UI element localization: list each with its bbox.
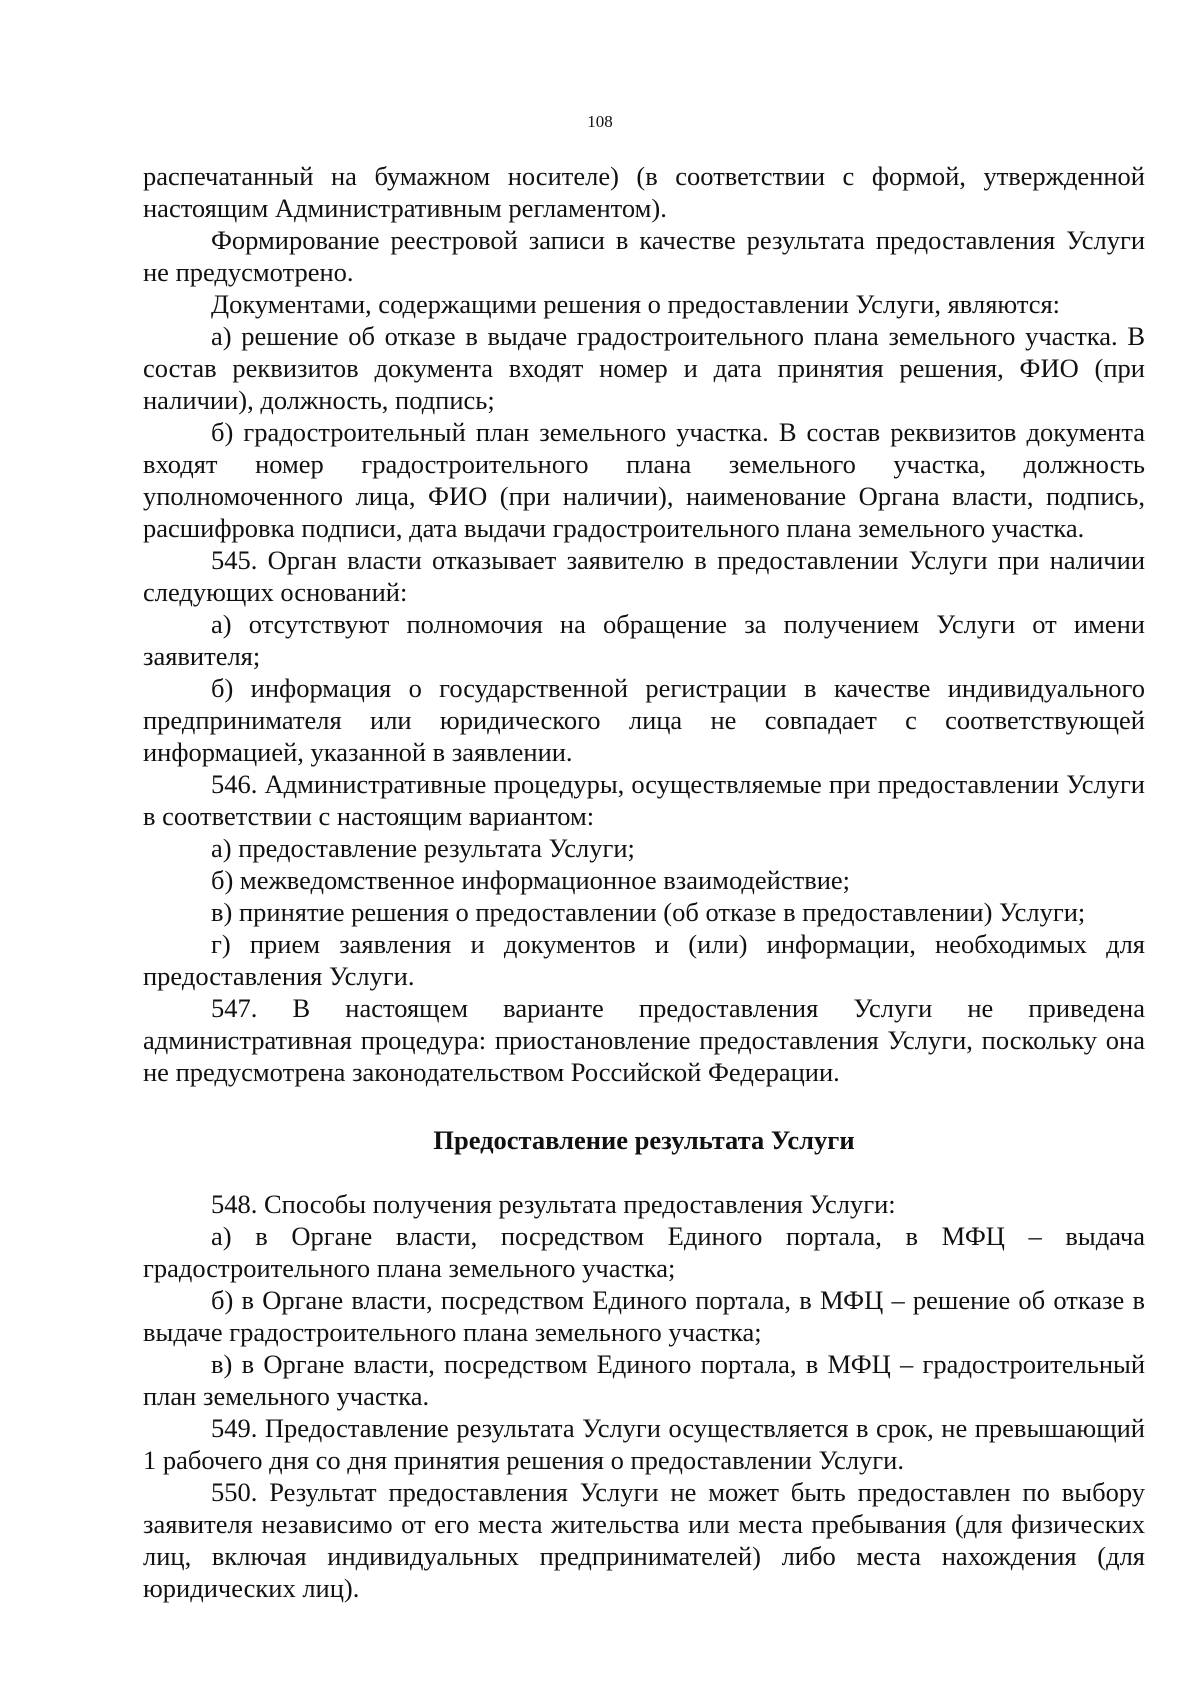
page-number: 108 xyxy=(587,112,613,131)
section-heading: Предоставление результата Услуги xyxy=(433,1125,855,1155)
list-item-546-b: б) межведомственное информационное взаимодействие; xyxy=(211,865,851,895)
paragraph-549: 549. Предоставление результата Услуги осуществляется в срок, не превышающий 1 рабочего дня со дня принятия решения о предоставлении Услуги. xyxy=(143,1413,1145,1475)
list-item-546-d: г) прием заявления и документов и (или) информации, необходимых для предоставления Услуги. xyxy=(143,929,1145,991)
paragraph-continuation: распечатанный на бумажном носителе) (в соответствии с формой, утвержденной настоящим Административным регламентом). xyxy=(143,161,1145,223)
list-item-urban-plan: б) градостроительный план земельного участка. В состав реквизитов документа входят номер градостроительного плана земельного участка, должность уполномоченного лица, ФИО (при наличии), наименование Органа власти, подпись, расшифровка подписи, дата выдачи градостроительного плана земельного участка. xyxy=(143,417,1145,543)
list-item-545-a: а) отсутствуют полномочия на обращение за получением Услуги от имени заявителя; xyxy=(143,609,1145,671)
list-item-546-c: в) принятие решения о предоставлении (об отказе в предоставлении) Услуги; xyxy=(211,897,1086,927)
list-item-548-b: б) в Органе власти, посредством Единого портала, в МФЦ – решение об отказе в выдаче градостроительного плана земельного участка; xyxy=(143,1285,1145,1347)
list-item-545-b: б) информация о государственной регистрации в качестве индивидуального предпринимателя или юридического лица не совпадает с соответствующей информацией, указанной в заявлении. xyxy=(143,673,1145,767)
paragraph-547: 547. В настоящем варианте предоставления Услуги не приведена административная процедура: приостановление предоставления Услуги, поскольку она не предусмотрена законодательством Российской Федерации. xyxy=(143,993,1145,1087)
paragraph-548: 548. Способы получения результата предоставления Услуги: xyxy=(211,1189,896,1219)
paragraph-registry-record: Формирование реестровой записи в качестве результата предоставления Услуги не предусмотрено. xyxy=(143,225,1145,287)
document-body xyxy=(143,160,1145,1604)
paragraph-545: 545. Орган власти отказывает заявителю в предоставлении Услуги при наличии следующих оснований: xyxy=(143,545,1145,607)
list-item-546-a: а) предоставление результата Услуги; xyxy=(211,833,635,863)
paragraph-546: 546. Административные процедуры, осуществляемые при предоставлении Услуги в соответствии с настоящим вариантом: xyxy=(143,769,1145,831)
paragraph-550: 550. Результат предоставления Услуги не может быть предоставлен по выбору заявителя независимо от его места жительства или места пребывания (для физических лиц, включая индивидуальных предпринимателей) либо места нахождения (для юридических лиц). xyxy=(143,1477,1145,1603)
paragraph-decision-documents: Документами, содержащими решения о предоставлении Услуги, являются: xyxy=(211,289,1061,319)
list-item-refusal-decision: а) решение об отказе в выдаче градостроительного плана земельного участка. В состав реквизитов документа входят номер и дата принятия решения, ФИО (при наличии), должность, подпись; xyxy=(143,321,1145,415)
list-item-548-a: а) в Органе власти, посредством Единого портала, в МФЦ – выдача градостроительного плана земельного участка; xyxy=(143,1221,1145,1283)
list-item-548-c: в) в Органе власти, посредством Единого портала, в МФЦ – градостроительный план земельного участка. xyxy=(143,1349,1145,1411)
